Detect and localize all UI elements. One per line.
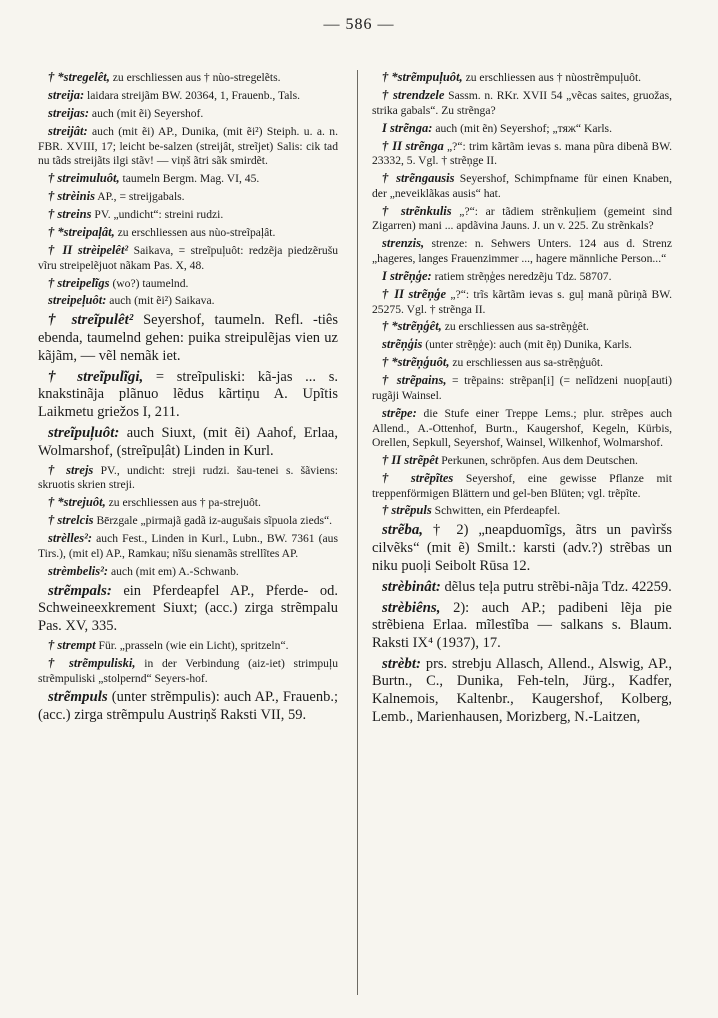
entry-headword: strèlles²: (48, 531, 93, 545)
dictionary-entry (372, 578, 672, 597)
entry-text: die Stufe einer Treppe Lems.; plur. strẽpes auch Allend., A.-Ottenhof, Burtn., Kaugershof, Kegeln, Kürbis, Orellen, Sepkull, Seyershof, Wainsel, Wilkenhof, Wolmarshof. (372, 406, 672, 450)
dictionary-entry (372, 121, 672, 137)
entry-text: laidara streijãm BW. 20364, 1, Frauenb., Tals. (84, 88, 301, 102)
dictionary-entry (372, 337, 672, 353)
dictionary-entry (372, 88, 672, 118)
dictionary-entry (372, 70, 672, 86)
entry-headword: † streĩpulĩgi, (48, 368, 144, 385)
dictionary-entry (38, 106, 338, 122)
entry-text: (wo?) taumelnd. (109, 276, 189, 290)
entry-headword: † strẽngausis (382, 171, 455, 186)
entry-headword: strẽba, (382, 522, 424, 539)
entry-headword: † streipelĩgs (48, 275, 110, 290)
entry-headword: strèmbelis²: (48, 563, 109, 578)
entry-headword: † strendzele (382, 87, 445, 102)
entry-headword: † *strẽmpuļuôt, (382, 70, 463, 84)
dictionary-entry (38, 171, 338, 187)
entry-headword: streijas: (48, 105, 90, 120)
dictionary-entry (38, 531, 338, 561)
entry-text: PV., undicht: streji rudzi. šau-tenei s. šãviens: skruotis skrien streji. (38, 463, 339, 492)
entry-text: auch (mit ẽi) AP., Dunika, (mit ẽi²) Steiph. u. a. n. FBR. XVIII, 17; leicht be-salzen (streijât, streĩjet) Salis: cik tad nu tãds streijãts ilgi stãv! — viņš ãtri sãk smirdẽt. (38, 124, 338, 168)
entry-headword: † strèinis (48, 189, 95, 204)
entry-text: Bērzgale „pirmajã gadã iz-augušais sĩpuola zieds“. (93, 514, 333, 528)
entry-text: prs. strebju Allasch, Allend., Alswig, AP., Burtn., C., Dunika, Feh-teln, Jürg., Kadfer, Kalnemois, Kaltenbr., Kaugershof, Kolberg, Lemb., Marienhausen, Morizberg, N.-Laitzen, (372, 655, 672, 725)
dictionary-entry (38, 424, 338, 460)
dictionary-entry (372, 355, 672, 371)
entry-text: (unter strẽmpulis): auch AP., Frauenb.; (acc.) zirga strẽmpulu Austriņš Raksti VII, 59. (38, 689, 338, 723)
entry-headword: strẽmpals: (48, 582, 112, 599)
entry-text: dẽlus teļa putru strẽbi-nãja Tdz. 42259. (440, 578, 672, 595)
dictionary-entry (38, 688, 338, 724)
entry-text: Schwitten, ein Pferdeapfel. (431, 504, 561, 518)
entry-headword: † strẽmpuliski, (48, 655, 136, 670)
dictionary-entry (372, 373, 672, 403)
entry-headword: † *strẽņģêt, (382, 319, 442, 334)
entry-headword: I strẽņģe: (382, 268, 432, 283)
dictionary-entry (372, 471, 672, 501)
entry-text: in der Verbindung (aiz-iet) strimpuļu strẽmpuliski „stolpernd“ Seyers-hof. (38, 656, 338, 685)
entry-text: zu erschliessen aus nùo-streĩpaļât. (114, 225, 276, 239)
entry-headword: strèbiêns, (382, 599, 441, 616)
entry-text: ein Pferdeapfel AP., Pferde- od. Schweineexkrement Siuxt; (acc.) zirga strẽmpalu Pas. XV, 335. (38, 582, 338, 634)
dictionary-entry (38, 564, 338, 580)
dictionary-entry (372, 236, 672, 266)
dictionary-entry (38, 368, 338, 422)
column-divider (357, 70, 358, 995)
entry-headword: † *streipaļât, (48, 224, 115, 239)
entry-headword: † *strẽņģuôt, (382, 355, 450, 370)
entry-headword: † II strẽpêt (382, 452, 439, 467)
entry-headword: † strelcis (48, 513, 94, 528)
dictionary-entry (38, 513, 338, 529)
entry-text: zu erschliessen aus † pa-strejuôt. (105, 496, 261, 510)
dictionary-entry (38, 124, 338, 169)
entry-text: Sassm. n. RKr. XVII 54 „vẽcas saites, gruožas, strika gabals“. Zu strẽnga? (372, 88, 672, 117)
dictionary-entry (372, 655, 672, 727)
entry-headword: † strempt (48, 637, 96, 652)
entry-headword: strèbinât: (382, 578, 441, 595)
entry-text: Seyershof, eine gewisse Pflanze mit treppenförmigen Blättern und gel-ben Blüten; vgl. trẽpĩte. (372, 471, 672, 500)
dictionary-entry (38, 88, 338, 104)
dictionary-entry (38, 189, 338, 205)
dictionary-entry (38, 311, 338, 365)
dictionary-entry (372, 139, 672, 169)
entry-text: auch Fest., Linden in Kurl., Lubn., BW. 7361 (aus Tirs.), (mit el) AP., Ramkau; nĩšu sienamãs strellĩtes AP. (38, 532, 338, 560)
entry-headword: streijât: (48, 123, 88, 138)
entry-text: zu erschliessen aus † nùo-stregelẽts. (109, 71, 281, 84)
entry-text: ratiem strẽņģes neredzẽju Tdz. 58707. (431, 269, 612, 283)
entry-headword: † strẽpuls (382, 503, 432, 518)
entry-text: auch (mit em) A.-Schwanb. (108, 564, 239, 578)
dictionary-entry (38, 243, 338, 273)
dictionary-entry (372, 599, 672, 653)
entry-text: strenze: n. Sehwers Unters. 124 aus d. Strenz „hageres, langes Frauenzimmer ..., hagere männliche Person...“ (372, 237, 672, 265)
entry-headword: † strejs (48, 462, 94, 477)
dictionary-entry (372, 171, 672, 201)
left-column (38, 70, 338, 727)
dictionary-entry (38, 276, 338, 292)
entry-headword: strẽņģis (382, 337, 423, 352)
entry-text: Saikava, = streĩpuļuôt: redzẽja piedzẽrušu vĩru streipelẽjuot nãkam Pas. X, 48. (38, 243, 339, 272)
entry-text: Für. „prasseln (wie ein Licht), spritzeln“. (95, 638, 289, 652)
dictionary-entry (38, 638, 338, 654)
entry-headword: † strẽpains, (382, 373, 447, 388)
dictionary-entry (38, 582, 338, 636)
entry-text: AP., = streijgabals. (94, 190, 185, 204)
dictionary-entry (38, 495, 338, 511)
entry-text: auch (mit ẽi) Seyershof. (89, 106, 204, 120)
entry-text: „?“: trim kãrtãm ievas s. mana pũra dibenã BW. 23332, 5. Vgl. † strẽņge II. (372, 139, 672, 168)
dictionary-entry (38, 463, 338, 493)
dictionary-entry (38, 225, 338, 241)
page-number: — 586 — (323, 16, 395, 33)
entry-headword: streipeļuôt: (48, 293, 107, 308)
entry-text: Seyershof, Schimpfname für einen Knaben, der „neveiklãkas ausis“ hat. (372, 172, 672, 200)
entry-text: auch (mit ẽi²) Saikava. (106, 294, 215, 308)
entry-headword: I strẽnga: (382, 120, 433, 135)
entry-text: „?“: trĩs kãrtãm ievas s. guļ manã pũriņã BW. 25275. Vgl. † strẽnga II. (372, 287, 672, 316)
entry-text: PV. „undicht“: streini rudzi. (91, 208, 224, 221)
entry-headword: † II strèipelêt² (48, 242, 129, 257)
dictionary-entry (38, 293, 338, 309)
dictionary-entry (372, 269, 672, 285)
entry-headword: † streĩpulêt² (48, 312, 134, 329)
dictionary-entry (372, 287, 672, 317)
dictionary-entry (372, 521, 672, 575)
entry-text: „?“: ar tãdiem strẽnkuļiem (gemeint sind Zigarren) mani ... apdãvina Jauns. J. un v. 225. Zu strẽnkals? (372, 204, 672, 233)
dictionary-entry (38, 207, 338, 223)
entry-headword: streĩpuļuôt: (48, 424, 120, 441)
entry-headword: † strẽnkulis (382, 203, 452, 218)
entry-headword: strenzis, (382, 236, 425, 251)
entry-text: Seyershof, taumeln. Refl. -tiês ebenda, taumelnd gehen: puika streipulẽjas vien uz kãjãm, — vẽl nemãk iet. (38, 312, 338, 364)
entry-text: zu erschliessen aus sa-strẽņģuôt. (449, 356, 604, 370)
entry-text: zu erschliessen aus † nùostrẽmpuļuôt. (462, 71, 642, 84)
entry-text: auch Siuxt, (mit ẽi) Aahof, Erlaa, Wolmarshof, (streĩpuļât) Linden in Kurl. (38, 424, 338, 459)
entry-headword: † *strejuôt, (48, 495, 106, 510)
entry-text: auch (mit ẽn) Seyershof; „тяж“ Karls. (432, 121, 612, 135)
entry-headword: † *stregelêt, (48, 70, 110, 84)
entry-headword: † strẽpĩtes (382, 470, 454, 485)
dictionary-entry (372, 503, 672, 519)
dictionary-entry (372, 319, 672, 335)
entry-headword: strẽmpuls (48, 689, 108, 706)
entry-headword: † streimuluôt, (48, 171, 120, 186)
entry-text: = streĩpuliski: kã-jas ... s. knakstinãja plãnuo lẽdus kãrtiņu A. Upĩtis Laikmetu griežos I, 211. (38, 368, 339, 421)
dictionary-entry (372, 406, 672, 451)
entry-headword: † streins (48, 207, 92, 221)
entry-text: 2): auch AP.; padibeni lẽja pie strẽbiena Erlaa. mĩlestĩba — salkans s. Blaum. Raksti IX⁴ (1937), 17. (372, 599, 672, 651)
dictionary-entry (38, 656, 338, 686)
entry-text: Perkunen, schröpfen. Aus dem Deutschen. (438, 453, 638, 467)
entry-headword: strẽpe: (382, 405, 417, 420)
entry-headword: † II strẽnga (382, 138, 444, 153)
dictionary-entry (372, 453, 672, 469)
dictionary-entry (38, 70, 338, 86)
entry-headword: † II strẽņģe (382, 286, 447, 301)
dictionary-entry (372, 204, 672, 234)
entry-headword: strèbt: (382, 655, 421, 672)
right-column (372, 70, 672, 729)
entry-text: † 2) „neapduomĩgs, ãtrs un pavìršs cilvẽks“ (mit ẽ) Smilt.: karsti (adv.?) strẽbas un niku puoļi Seibolt Rūsa 12. (372, 522, 672, 574)
entry-text: (unter strẽņģe): auch (mit ẽņ) Dunika, Karls. (422, 338, 632, 352)
entry-text: taumeln Bergm. Mag. VI, 45. (119, 172, 260, 186)
entry-text: zu erschliessen aus sa-strẽņģêt. (441, 320, 589, 334)
entry-text: = trẽpains: strẽpan[i] (= nelĩdzeni nuop[auti) rugãji Wainsel. (372, 374, 672, 402)
entry-headword: streija: (48, 87, 85, 102)
